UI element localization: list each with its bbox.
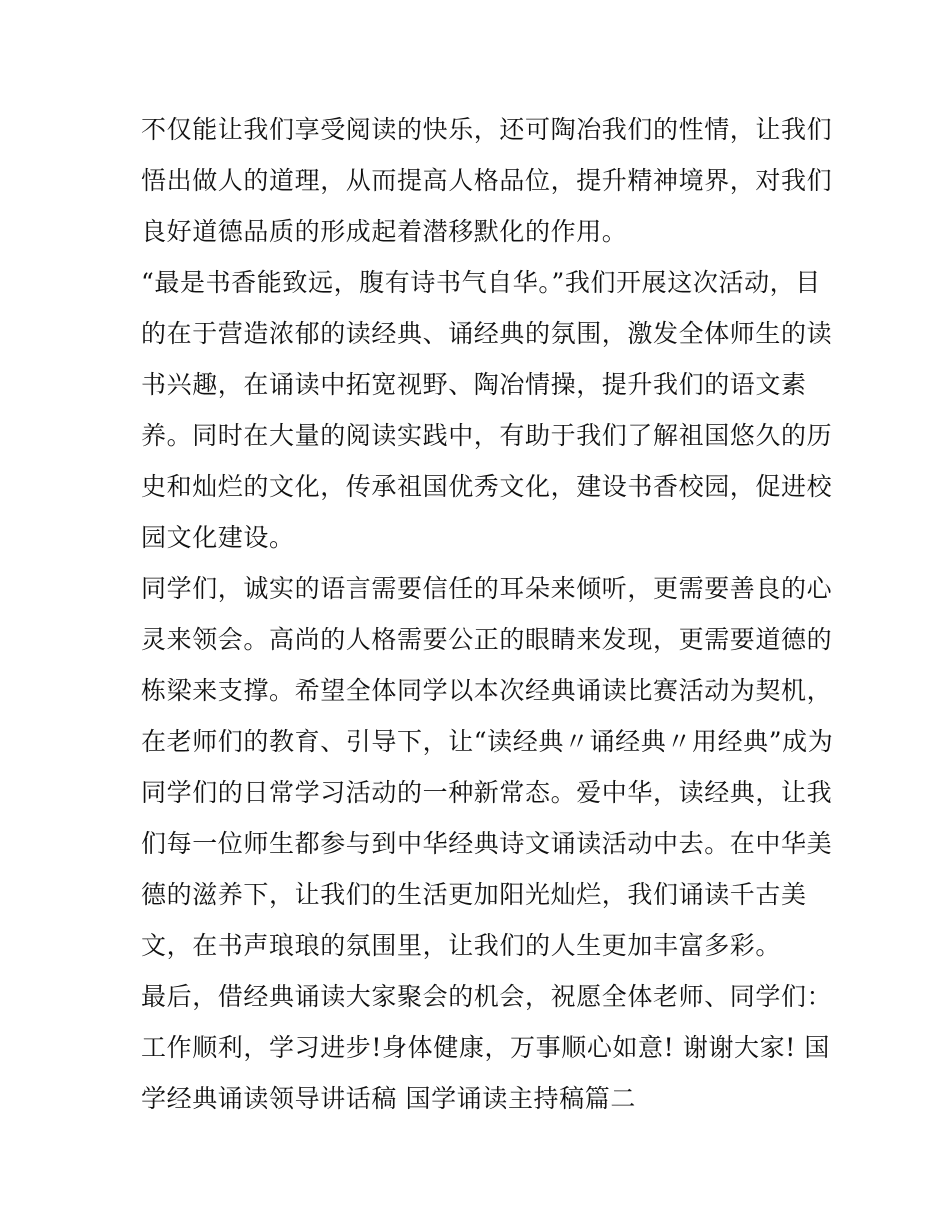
speech-text-body: [141, 104, 834, 1124]
text-line: 园文化建设。: [141, 523, 295, 552]
text-line: 同学们的日常学习活动的一种新常态。爱中华，读经典，让我: [141, 778, 833, 807]
text-line: 史和灿烂的文化，传承祖国优秀文化，建设书香校园，促进校: [141, 472, 833, 501]
text-line: 良好道德品质的形成起着潜移默化的作用。: [141, 217, 628, 246]
text-line: 不仅能让我们享受阅读的快乐，还可陶冶我们的性情，让我们: [141, 115, 833, 144]
text-line: 的在于营造浓郁的读经典、诵经典的氛围，激发全体师生的读: [141, 319, 833, 348]
text-line: 学经典诵读领导讲话稿 国学诵读主持稿篇二: [141, 1084, 636, 1113]
text-line: 们每一位师生都参与到中华经典诗文诵读活动中去。在中华美: [141, 829, 833, 858]
text-line: 在老师们的教育、引导下，让“读经典〃诵经典〃用经典”成为: [141, 727, 834, 756]
text-line: 养。同时在大量的阅读实践中，有助于我们了解祖国悠久的历: [141, 421, 833, 450]
text-line: 悟出做人的道理，从而提高人格品位，提升精神境界，对我们: [141, 166, 833, 195]
text-line: 工作顺利，学习进步!身体健康，万事顺心如意! 谢谢大家! 国: [141, 1033, 831, 1062]
text-line: 栋梁来支撑。希望全体同学以本次经典诵读比赛活动为契机，: [141, 676, 833, 705]
text-line: 文，在书声琅琅的氛围里，让我们的人生更加丰富多彩。: [141, 931, 782, 960]
text-line: 最后，借经典诵读大家聚会的机会，祝愿全体老师、同学们：: [141, 982, 833, 1011]
text-line: 德的滋养下，让我们的生活更加阳光灿烂，我们诵读千古美: [141, 880, 807, 909]
text-line: 同学们，诚实的语言需要信任的耳朵来倾听，更需要善良的心: [141, 574, 833, 603]
text-line: 书兴趣，在诵读中拓宽视野、陶冶情操，提升我们的语文素: [141, 370, 807, 399]
text-line: “最是书香能致远，腹有诗书气自华。”我们开展这次活动，目: [141, 268, 821, 297]
text-line: 灵来领会。高尚的人格需要公正的眼睛来发现，更需要道德的: [141, 625, 833, 654]
